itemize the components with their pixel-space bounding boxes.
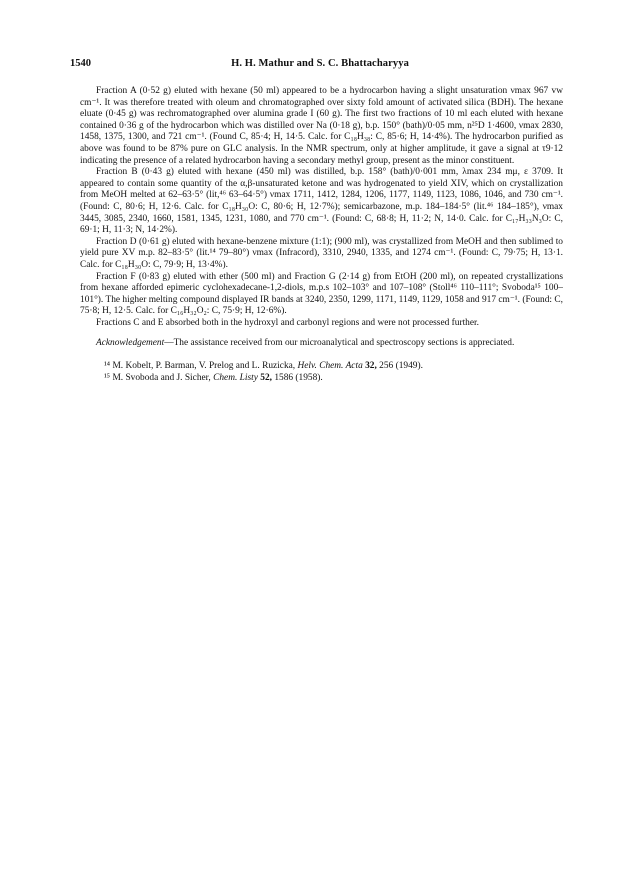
- reference-pages-year: 256 (1949).: [379, 361, 423, 372]
- acknowledgement-text: —The assistance received from our microanalytical and spectroscopy sections is appreciated.: [164, 338, 515, 349]
- acknowledgement: [80, 338, 563, 350]
- reference-item: [80, 373, 563, 385]
- reference-item: [80, 361, 563, 373]
- reference-volume: 32,: [365, 361, 377, 372]
- reference-authors: M. Kobelt, P. Barman, V. Prelog and L. Ruzicka,: [112, 361, 296, 372]
- reference-journal: Chem. Listy: [213, 372, 258, 383]
- acknowledgement-label: Acknowledgement: [96, 338, 165, 349]
- reference-number: ¹⁴: [104, 361, 111, 372]
- paragraph-fraction-f: Fraction F (0·83 g) eluted with ether (500 ml) and Fraction G (2·14 g) from EtOH (200 ml), on repeated crystallizations from hexane afforded epimeric cyclohexadecane-1,2-diols, m.p.s 102–103° and 107–108° (Stoll⁴⁶ 110–111°; Svoboda¹⁵ 100–101°). The higher melting compound displayed IR bands at 3240, 2350, 1299, 1171, 1149, 1129, 1058 and 917 cm⁻¹. (Found: C, 75·8; H, 12·5. Calc. for C₁₆H₃₂O₂: C, 75·9; H, 12·6%).: [80, 271, 563, 317]
- reference-authors: M. Svoboda and J. Sicher,: [112, 372, 211, 383]
- reference-number: ¹⁵: [104, 372, 111, 383]
- reference-journal: Helv. Chem. Acta: [297, 361, 363, 372]
- page-header: [70, 58, 570, 72]
- references: [80, 361, 563, 384]
- article-body: [80, 86, 563, 384]
- paragraph-fraction-d: Fraction D (0·61 g) eluted with hexane-benzene mixture (1:1); (900 ml), was crystallized from MeOH and then sublimed to yield pure XV m.p. 82–83·5° (lit.¹⁴ 79–80°) νmax (Infracord), 3310, 2940, 1335, and 1274 cm⁻¹. (Found: C, 79·75; H, 13·1. Calc. for C₁₈H₃₀O: C, 79·9; H, 13·4%).: [80, 236, 563, 270]
- paragraph-fractions-c-e: Fractions C and E absorbed both in the hydroxyl and carbonyl regions and were not processed further.: [96, 317, 479, 328]
- paragraph-fraction-a: Fraction A (0·52 g) eluted with hexane (50 ml) appeared to be a hydrocarbon having a slight unsaturation νmax 967 vw cm⁻¹. It was therefore treated with oleum and chromatographed over sixty fold amount of activated silica (BDH). The hexane eluate (0·45 g) was rechromatographed over alumina grade I (60 g). The first two fractions of 10 ml each eluted with hexane contained 0·36 g of the hydrocarbon which was distilled over Na (0·18 g), b.p. 150° (bath)/0·05 mm, n²⁵D 1·4600, νmax 2830, 1458, 1375, 1300, and 721 cm⁻¹. (Found C, 85·4; H, 14·5. Calc. for C₁₈H₃₈: C, 85·6; H, 14·4%). The hydrocarbon purified as above was found to be 87% pure on GLC analysis. In the NMR spectrum, only at higher amplitude, it gave a signal at τ9·12 indicating the presence of a related hydrocarbon having a secondary methyl group, present as the minor constituent.: [80, 86, 563, 166]
- running-head: H. H. Mathur and S. C. Bhattacharyya: [231, 58, 409, 69]
- paragraph-fraction-b: Fraction B (0·43 g) eluted with hexane (450 ml) was distilled, b.p. 158° (bath)/0·001 mm, λmax 234 mμ, ε 3709. It appeared to contain some quantity of the α,β-unsaturated ketone and was hydrogenated to yield XIV, which on crystallization from MeOH melted at 62–63·5° (lit,⁴⁶ 63–64·5°) νmax 1711, 1412, 1284, 1206, 1177, 1149, 1123, 1086, 1046, and 730 cm⁻¹. (Found: C, 80·6; H, 12·6. Calc. for C₁₈H₃₀O: C, 80·6; H, 12·7%); semicarbazone, m.p. 184–184·5° (lit.⁴⁶ 184–185°), νmax 3445, 3085, 2340, 1660, 1581, 1345, 1231, 1080, and 770 cm⁻¹. (Found: C, 68·8; H, 11·2; N, 14·0. Calc. for C₁₇H₃₃N₃O: C, 69·1; H, 11·3; N, 14·2%).: [80, 167, 563, 236]
- page-number: 1540: [70, 58, 91, 69]
- reference-pages-year: 1586 (1958).: [274, 372, 323, 383]
- reference-volume: 52,: [260, 372, 272, 383]
